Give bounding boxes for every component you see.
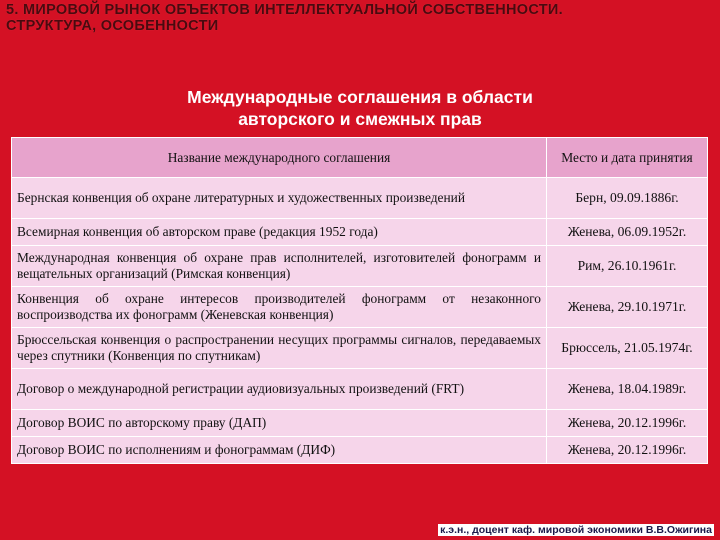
agreements-table [11, 137, 708, 464]
column-header-place: Место и дата принятия [547, 138, 708, 178]
agreement-name: Договор о международной регистрации аудиовизуальных произведений (FRT) [12, 369, 547, 410]
agreement-place-date: Берн, 09.09.1886г. [547, 178, 708, 219]
table-header-row [12, 138, 708, 178]
agreement-place-date: Женева, 29.10.1971г. [547, 287, 708, 328]
agreement-name: Договор ВОИС по исполнениям и фонограммам (ДИФ) [12, 437, 547, 464]
table-row [12, 328, 708, 369]
slide-title-line1: Международные соглашения в области [187, 87, 533, 107]
author-credit-text: к.э.н., доцент каф. мировой экономики В.В.Ожигина [440, 524, 712, 536]
agreement-name: Договор ВОИС по авторскому праву (ДАП) [12, 410, 547, 437]
table-row [12, 246, 708, 287]
agreement-place-date: Рим, 26.10.1961г. [547, 246, 708, 287]
column-header-name: Название международного соглашения [12, 138, 547, 178]
slide-title [0, 86, 720, 130]
table-row [12, 287, 708, 328]
agreement-name: Бернская конвенция об охране литературных и художественных произведений [12, 178, 547, 219]
table-row [12, 178, 708, 219]
table-row [12, 369, 708, 410]
author-credit [438, 524, 714, 536]
table-row [12, 410, 708, 437]
table-row [12, 437, 708, 464]
agreement-name: Конвенция об охране интересов производителей фонограмм от незаконного воспроизводства их фонограмм (Женевская конвенция) [12, 287, 547, 328]
agreement-place-date: Женева, 18.04.1989г. [547, 369, 708, 410]
agreement-name: Всемирная конвенция об авторском праве (редакция 1952 года) [12, 219, 547, 246]
agreement-name: Международная конвенция об охране прав исполнителей, изготовителей фонограмм и вещательных организаций (Римская конвенция) [12, 246, 547, 287]
section-header-line2: СТРУКТУРА, ОСОБЕННОСТИ [6, 18, 219, 34]
slide-title-line2: авторского и смежных прав [238, 109, 482, 129]
agreement-place-date: Брюссель, 21.05.1974г. [547, 328, 708, 369]
agreement-name: Брюссельская конвенция о распространении несущих программы сигналов, передаваемых через спутники (Конвенция по спутникам) [12, 328, 547, 369]
agreement-place-date: Женева, 06.09.1952г. [547, 219, 708, 246]
section-header [6, 2, 716, 34]
section-header-line1: 5. МИРОВОЙ РЫНОК ОБЪЕКТОВ ИНТЕЛЛЕКТУАЛЬНОЙ СОБСТВЕННОСТИ. [6, 2, 563, 18]
agreement-place-date: Женева, 20.12.1996г. [547, 410, 708, 437]
table-row [12, 219, 708, 246]
agreement-place-date: Женева, 20.12.1996г. [547, 437, 708, 464]
